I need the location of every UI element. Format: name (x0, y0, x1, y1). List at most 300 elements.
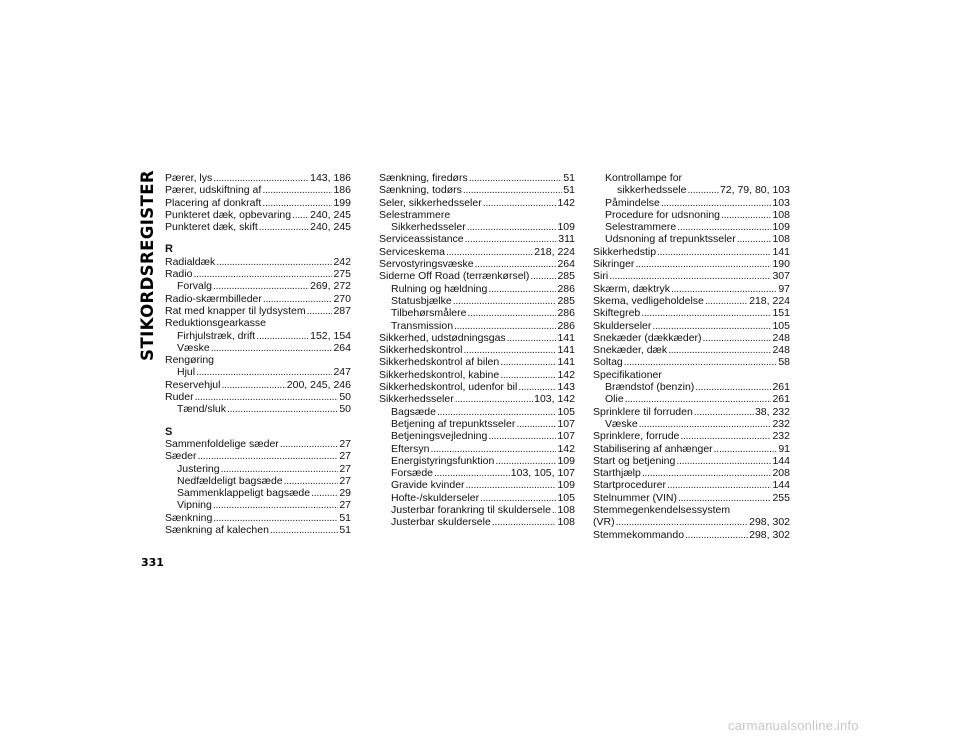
index-entry (165, 172, 351, 184)
index-subentry (379, 307, 575, 319)
index-entry (593, 430, 790, 442)
index-subentry (165, 487, 351, 499)
dot-leader (495, 455, 556, 467)
dot-leader (530, 270, 556, 282)
index-entry (165, 438, 351, 450)
entry-term: Radio (165, 268, 193, 281)
entry-page-ref: 232 (772, 430, 790, 443)
entry-term: Justering (177, 462, 220, 475)
entry-page-ref: 151 (772, 307, 790, 320)
dot-leader (507, 332, 557, 344)
dot-leader (262, 197, 332, 209)
entry-term: Sammenklappeligt bagsæde (177, 487, 311, 500)
index-entry (593, 283, 790, 295)
index-entry (593, 295, 790, 307)
dot-leader (680, 430, 771, 442)
index-subentry (165, 280, 351, 292)
index-subentry (379, 283, 575, 295)
index-subentry (165, 330, 351, 342)
entry-page-ref: 109 (557, 221, 575, 234)
dot-leader (657, 246, 771, 258)
entry-term: Sammenfoldelige sæder (165, 437, 279, 450)
entry-term: Skiftegreb (593, 307, 641, 320)
index-entry (379, 369, 575, 381)
index-entry (593, 307, 790, 319)
index-entry (379, 172, 575, 184)
entry-term: Stemmekommando (593, 528, 685, 541)
entry-term: Sprinklere, forrude (593, 430, 680, 443)
entry-term: Procedure for udsnoning (605, 208, 720, 221)
entry-page-ref: 186 (333, 184, 351, 197)
entry-page-ref: 190 (772, 258, 790, 271)
entry-page-ref: 97 (778, 282, 790, 295)
dot-leader (635, 258, 771, 270)
entry-page-ref: 50 (339, 391, 351, 404)
entry-term: Soltag (593, 356, 623, 369)
dot-leader (463, 184, 562, 196)
entry-term: Snekæder, dæk (593, 344, 668, 357)
entry-term: Bagsæde (391, 405, 436, 418)
index-subentry (165, 403, 351, 415)
entry-page-ref: 269, 272 (310, 280, 351, 293)
entry-page-ref: 108 (772, 208, 790, 221)
index-entry (165, 268, 351, 280)
entry-page-ref: 143, 186 (310, 172, 351, 184)
entry-term: Placering af donkraft (165, 196, 262, 209)
index-subentry (593, 209, 790, 221)
entry-term: Siderne Off Road (terrænkørsel) (379, 270, 530, 283)
index-entry (593, 529, 790, 541)
entry-term: Serviceskema (379, 245, 445, 258)
entry-page-ref: 152, 154 (310, 329, 351, 342)
entry-term: Justerbar skuldersele (391, 516, 491, 529)
index-entry (379, 246, 575, 258)
dot-leader (667, 479, 772, 491)
entry-term: Sikringer (593, 258, 635, 271)
entry-term: Kontrollampe for (605, 172, 683, 184)
entry-term: Siri (593, 270, 609, 283)
entry-term: Sikkerhedskontrol af bilen (379, 356, 500, 369)
dot-leader (466, 479, 557, 491)
index-subentry (379, 467, 575, 479)
entry-page-ref: 261 (772, 393, 790, 406)
entry-term: Startprocedurer (593, 479, 666, 492)
entry-page-ref: 108 (557, 504, 575, 517)
index-entry (165, 450, 351, 462)
entry-term: Selestrammere (379, 208, 451, 221)
entry-page-ref: 232 (772, 417, 790, 430)
dot-leader (463, 344, 556, 356)
entry-term: Serviceassistance (379, 233, 464, 246)
dot-leader (453, 295, 557, 307)
index-entry (165, 317, 351, 329)
entry-term: Væske (605, 417, 638, 430)
dot-leader (227, 403, 338, 415)
index-entry (593, 320, 790, 332)
watermark: carmanualsonline.info (728, 718, 859, 733)
entry-page-ref: 51 (563, 172, 575, 184)
entry-page-ref: 240, 245 (310, 221, 351, 234)
dot-leader (671, 283, 777, 295)
entry-page-ref: 286 (557, 319, 575, 332)
dot-leader (652, 320, 771, 332)
dot-leader (488, 283, 556, 295)
dot-leader (213, 280, 309, 292)
dot-leader (221, 379, 285, 391)
entry-term: Olie (605, 393, 624, 406)
entry-term: Betjeningsvejledning (391, 430, 488, 443)
dot-leader (195, 391, 339, 403)
index-entry (379, 197, 575, 209)
entry-term: Seler, sikkerhedsseler (379, 196, 482, 209)
index-subentry (593, 221, 790, 233)
index-entry (165, 184, 351, 196)
index-subentry (379, 516, 575, 528)
entry-page-ref: 103, 105, 107 (510, 467, 575, 480)
index-entry (593, 344, 790, 356)
entry-term: Eftersyn (391, 442, 430, 455)
entry-page-ref: 27 (339, 462, 351, 475)
dot-leader (685, 529, 748, 541)
dot-leader (676, 455, 771, 467)
entry-term: Rengøring (165, 354, 215, 367)
entry-page-ref: 29 (339, 487, 351, 500)
entry-page-ref: 27 (339, 450, 351, 463)
dot-leader (467, 307, 556, 319)
dot-leader (213, 499, 338, 511)
dot-leader (284, 475, 339, 487)
dot-leader (721, 209, 771, 221)
index-entry (379, 393, 575, 405)
index-entry (593, 369, 790, 381)
entry-term: Tænd/sluk (177, 403, 227, 416)
index-subentry (165, 342, 351, 354)
entry-page-ref: 103 (772, 196, 790, 209)
entry-page-ref: 307 (772, 270, 790, 283)
entry-page-ref: 141 (557, 344, 575, 357)
entry-page-ref: 72, 79, 80, 103 (719, 184, 790, 197)
entry-term: Skema, vedligeholdelse (593, 294, 704, 307)
index-subentry (379, 406, 575, 418)
entry-term: Starthjælp (593, 467, 641, 480)
index-subentry (379, 320, 575, 332)
dot-leader (516, 418, 556, 430)
index-column-2 (379, 172, 575, 529)
dot-leader (467, 221, 557, 233)
index-entry (165, 512, 351, 524)
entry-term: Sæder (165, 450, 197, 463)
entry-page-ref: 286 (557, 282, 575, 295)
index-subentry (165, 499, 351, 511)
dot-leader (639, 418, 772, 430)
dot-leader (695, 381, 771, 393)
entry-term: Rat med knapper til lydsystem (165, 304, 306, 317)
dot-leader (609, 270, 771, 282)
entry-page-ref: 143 (557, 381, 575, 394)
entry-page-ref: 285 (557, 294, 575, 307)
entry-page-ref: 141 (557, 356, 575, 369)
index-entry (379, 344, 575, 356)
index-subentry (593, 233, 790, 245)
entry-page-ref: 298, 302 (749, 516, 790, 529)
index-entry (593, 332, 790, 344)
entry-page-ref: 264 (557, 258, 575, 271)
entry-term: Servostyringsvæske (379, 258, 474, 271)
dot-leader (641, 307, 771, 319)
entry-term: Start og betjening (593, 454, 676, 467)
entry-term: Sænkning, firedørs (379, 172, 468, 184)
entry-page-ref: 298, 302 (749, 528, 790, 541)
entry-page-ref: 144 (772, 454, 790, 467)
entry-term: Hofte-/skulderseler (391, 491, 480, 504)
section-title: STIKORDSREGISTER (138, 170, 157, 361)
index-entry (379, 258, 575, 270)
dot-leader (196, 366, 332, 378)
entry-term: Betjening af trepunktsseler (391, 417, 516, 430)
index-entry (379, 209, 575, 221)
entry-term: Sikkerhedskontrol, kabine (379, 368, 500, 381)
index-subentry (379, 418, 575, 430)
entry-term: Sænkning (165, 511, 213, 524)
dot-leader (677, 221, 771, 233)
entry-term: Reservehjul (165, 378, 221, 391)
entry-page-ref: 242 (333, 255, 351, 268)
entry-term: Stemmegenkendelsessystem (593, 504, 731, 517)
dot-leader (642, 467, 772, 479)
entry-page-ref: 218, 224 (534, 245, 575, 258)
entry-page-ref: 27 (339, 474, 351, 487)
dot-leader (221, 463, 339, 475)
entry-page-ref: 109 (772, 221, 790, 234)
entry-term: Sænkning, todørs (379, 184, 462, 197)
dot-leader (687, 184, 718, 196)
entry-page-ref: 103, 142 (534, 393, 575, 406)
dot-leader (678, 492, 771, 504)
entry-page-ref: 208 (772, 467, 790, 480)
dot-leader (518, 381, 556, 393)
entry-term: Udsnoning af trepunktsseler (605, 233, 736, 246)
entry-page-ref: 200, 245, 246 (286, 378, 351, 391)
entry-page-ref: 109 (557, 479, 575, 492)
entry-page-ref: 261 (772, 381, 790, 394)
dot-leader (259, 221, 309, 233)
index-subentry (165, 366, 351, 378)
dot-leader (475, 258, 557, 270)
entry-term: Forvalg (177, 280, 213, 293)
entry-page-ref: 255 (772, 491, 790, 504)
entry-term: Sikkerhed, udstødningsgas (379, 331, 506, 344)
index-entry (593, 356, 790, 368)
entry-page-ref: 248 (772, 331, 790, 344)
index-subentry (593, 393, 790, 405)
dot-leader (455, 393, 533, 405)
entry-page-ref: 275 (333, 268, 351, 281)
entry-term: Nedfældeligt bagsæde (177, 474, 283, 487)
index-subentry (379, 479, 575, 491)
index-subentry (379, 295, 575, 307)
entry-page-ref: 58 (778, 356, 790, 369)
entry-page-ref: 218, 224 (749, 294, 790, 307)
entry-page-ref: 51 (339, 524, 351, 537)
dot-leader (625, 393, 772, 405)
entry-term: Sikkerhedskontrol, udenfor bil (379, 381, 518, 394)
entry-page-ref: 264 (333, 341, 351, 354)
index-subentry (593, 197, 790, 209)
index-entry (165, 293, 351, 305)
index-entry (165, 354, 351, 366)
entry-page-ref: 142 (557, 368, 575, 381)
dot-leader (434, 467, 510, 479)
index-entry (593, 258, 790, 270)
index-entry (165, 391, 351, 403)
entry-term: Forsæde (391, 467, 434, 480)
entry-term: Vipning (177, 499, 212, 512)
index-entry (379, 233, 575, 245)
dot-leader (465, 233, 558, 245)
index-entry (165, 524, 351, 536)
index-entry (593, 270, 790, 282)
index-entry (593, 492, 790, 504)
dot-leader (262, 184, 332, 196)
index-entry (165, 197, 351, 209)
entry-term: Selestrammere (605, 221, 677, 234)
index-entry (593, 516, 790, 528)
dot-leader (668, 344, 771, 356)
dot-leader (694, 406, 754, 418)
dot-leader (616, 516, 749, 528)
entry-term: Påmindelse (605, 196, 660, 209)
dot-leader (311, 487, 338, 499)
entry-page-ref: 105 (772, 319, 790, 332)
index-entry (379, 332, 575, 344)
dot-leader (270, 524, 338, 536)
dot-leader (703, 332, 772, 344)
index-entry (165, 305, 351, 317)
index-subentry (379, 430, 575, 442)
dot-leader (446, 246, 533, 258)
entry-page-ref: 248 (772, 344, 790, 357)
entry-term: Punkteret dæk, skift (165, 221, 258, 234)
entry-page-ref: 270 (333, 292, 351, 305)
index-entry (593, 504, 790, 516)
index-entry (379, 184, 575, 196)
entry-term: sikkerhedssele (617, 184, 687, 197)
index-subentry (593, 418, 790, 430)
entry-term: Ruder (165, 391, 194, 404)
entry-page-ref: 51 (563, 184, 575, 197)
entry-page-ref: 286 (557, 307, 575, 320)
index-subentry (165, 475, 351, 487)
index-subentry (165, 463, 351, 475)
entry-page-ref: 108 (557, 516, 575, 529)
entry-page-ref: 142 (557, 196, 575, 209)
index-entry (165, 209, 351, 221)
entry-term: Pærer, udskiftning af (165, 184, 262, 197)
dot-leader (480, 492, 556, 504)
index-entry (165, 256, 351, 268)
entry-term: Sikkerhedstip (593, 245, 657, 258)
entry-term: Statusbjælke (391, 294, 452, 307)
dot-leader (624, 356, 778, 368)
index-letter-heading: R (165, 243, 173, 256)
entry-term: Sikkerhedsseler (391, 221, 466, 234)
index-entry (379, 270, 575, 282)
entry-term: Hjul (177, 366, 196, 379)
index-subentry (379, 504, 575, 516)
entry-page-ref: 199 (333, 196, 351, 209)
dot-leader (737, 233, 772, 245)
entry-page-ref: 50 (339, 403, 351, 416)
entry-term: Tilbehørsmålere (391, 307, 467, 320)
dot-leader (431, 443, 557, 455)
entry-page-ref: 311 (558, 233, 575, 246)
index-column-1 (165, 172, 351, 536)
entry-term: (VR) (593, 516, 615, 529)
index-subentry (379, 492, 575, 504)
index-subentry (593, 184, 790, 196)
entry-page-ref: 141 (557, 331, 575, 344)
entry-term: Transmission (391, 319, 454, 332)
entry-page-ref: 27 (339, 499, 351, 512)
dot-leader (437, 406, 557, 418)
dot-leader (307, 305, 333, 317)
index-entry (593, 246, 790, 258)
entry-page-ref: 105 (557, 405, 575, 418)
entry-page-ref: 38, 232 (754, 405, 790, 418)
entry-page-ref: 142 (557, 442, 575, 455)
entry-page-ref: 287 (333, 304, 351, 317)
entry-term: Pærer, lys (165, 172, 213, 184)
dot-leader (500, 356, 556, 368)
dot-leader (213, 172, 309, 184)
entry-term: Radialdæk (165, 255, 216, 268)
entry-term: Rulning og hældning (391, 282, 488, 295)
index-letter-heading: S (165, 425, 173, 438)
index-entry (165, 379, 351, 391)
index-entry (593, 406, 790, 418)
entry-term: Skærm, dæktryk (593, 282, 671, 295)
entry-page-ref: 91 (778, 442, 790, 455)
index-entry (379, 381, 575, 393)
index-subentry (379, 221, 575, 233)
index-entry (593, 467, 790, 479)
dot-leader (216, 256, 332, 268)
index-entry (593, 455, 790, 467)
dot-leader (469, 172, 563, 184)
dot-leader (292, 209, 309, 221)
index-subentry (379, 443, 575, 455)
entry-term: Radio-skærmbilleder (165, 292, 262, 305)
entry-page-ref: 107 (557, 417, 575, 430)
entry-term: Specifikationer (593, 368, 662, 381)
entry-term: Skulderseler (593, 319, 652, 332)
dot-leader (198, 450, 339, 462)
entry-page-ref: 144 (772, 479, 790, 492)
dot-leader (213, 512, 338, 524)
entry-term: Firhjulstræk, drift (177, 329, 256, 342)
entry-term: Sprinklere til forruden (593, 405, 693, 418)
entry-page-ref: 105 (557, 491, 575, 504)
entry-term: Energistyringsfunktion (391, 454, 495, 467)
dot-leader (263, 293, 333, 305)
index-column-3 (593, 172, 790, 541)
entry-page-ref: 107 (557, 430, 575, 443)
entry-term: Justerbar forankring til skuldersele (391, 504, 551, 517)
dot-leader (280, 438, 339, 450)
entry-page-ref: 51 (339, 511, 351, 524)
entry-term: Stelnummer (VIN) (593, 491, 678, 504)
page-number: 331 (141, 556, 164, 569)
